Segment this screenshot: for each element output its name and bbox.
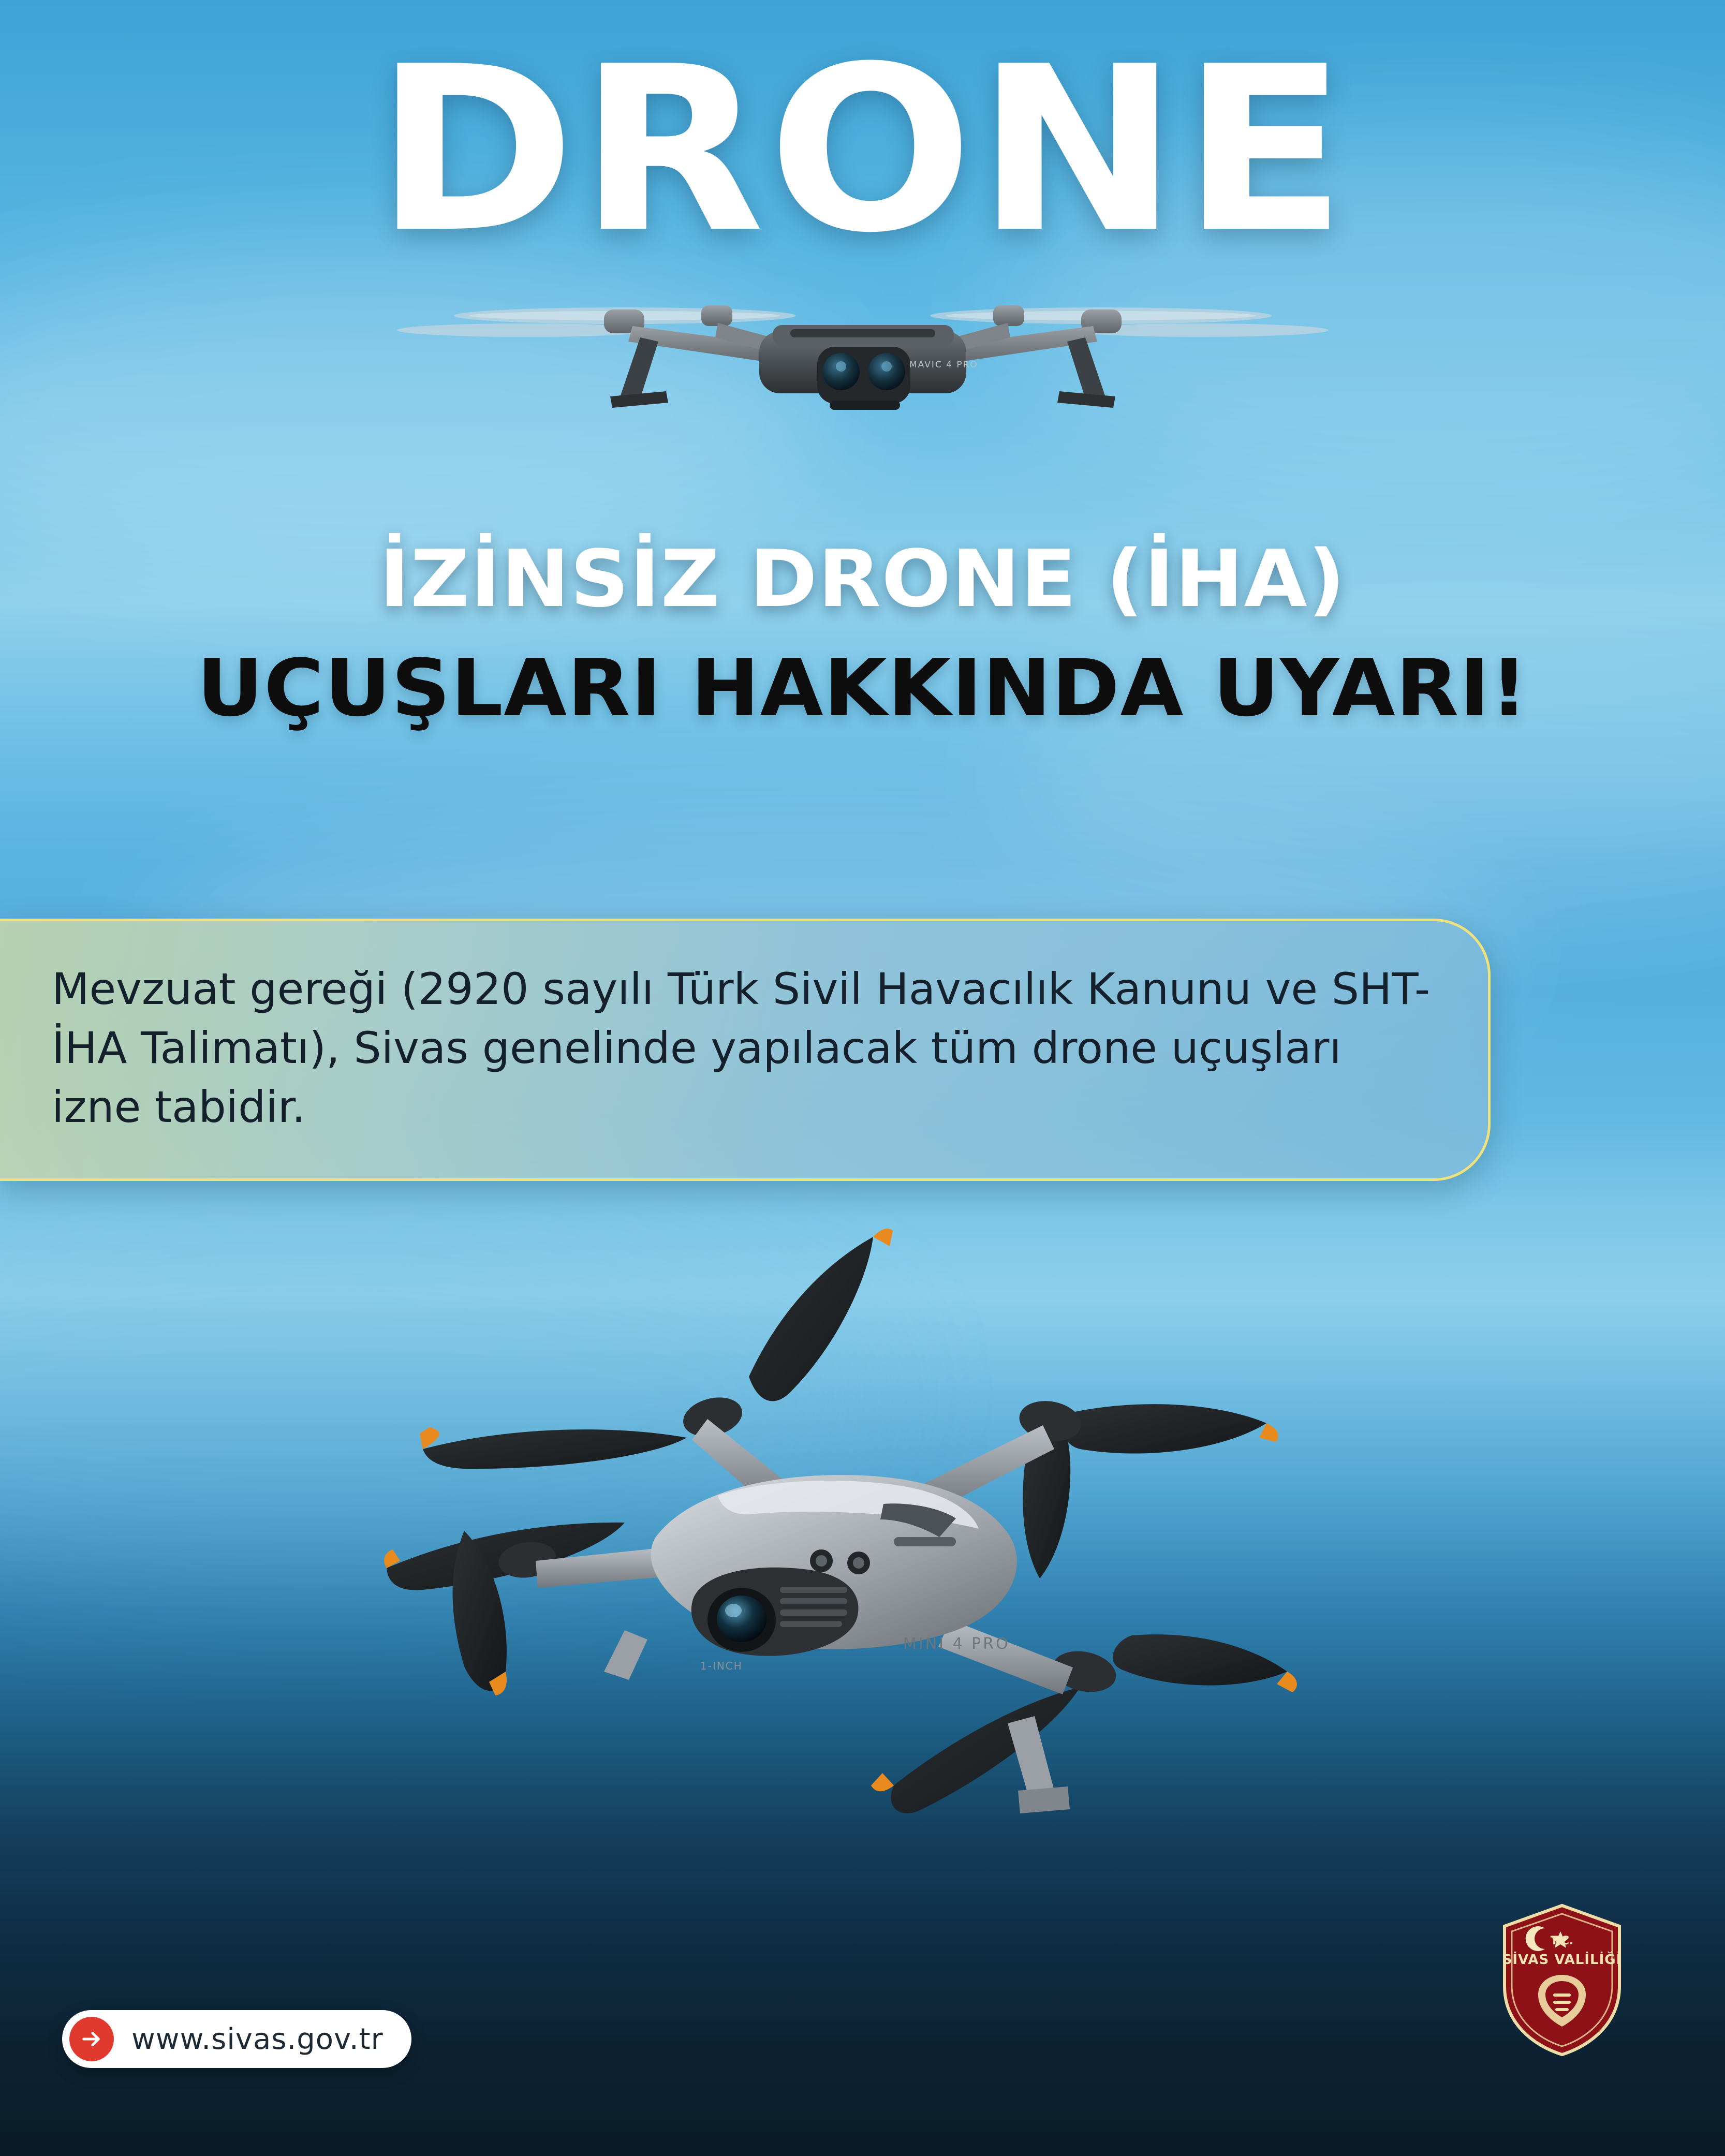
drone-angled-view-image [293,1206,1432,1889]
headline-drone: DRONE [375,18,1350,283]
website-pill[interactable] [62,2010,411,2068]
svg-text:1-INCH: 1-INCH [700,1660,743,1672]
title-line-2: UÇUŞLARI HAKKINDA UYARI! [197,642,1528,734]
turkish-governorship-emblem [1487,1902,1637,2078]
callout-text: Mevzuat gereği (2920 sayılı Türk Sivil Havacılık Kanunu ve SHT-İHA Talimatı), Sivas genelinde yapılacak tüm drone uçuşları izne tabidir. [52,964,1431,1133]
title-line-1: İZİNSİZ DRONE (İHA) [379,533,1346,625]
website-url: www.sivas.gov.tr [131,2022,384,2056]
arrow-right-icon [69,2017,114,2061]
svg-text:MAVIC 4 PRO: MAVIC 4 PRO [909,360,978,370]
info-callout [0,919,1491,1181]
drone-front-view-image [397,269,1329,440]
emblem-tc-text: T.C. [1550,1935,1574,1947]
emblem-crest [1497,1902,1627,2058]
svg-text:MINI 4 PRO: MINI 4 PRO [903,1635,1010,1653]
emblem-label-text: SİVAS VALİLİĞİ [1502,1952,1622,1968]
title-block [0,533,1725,734]
